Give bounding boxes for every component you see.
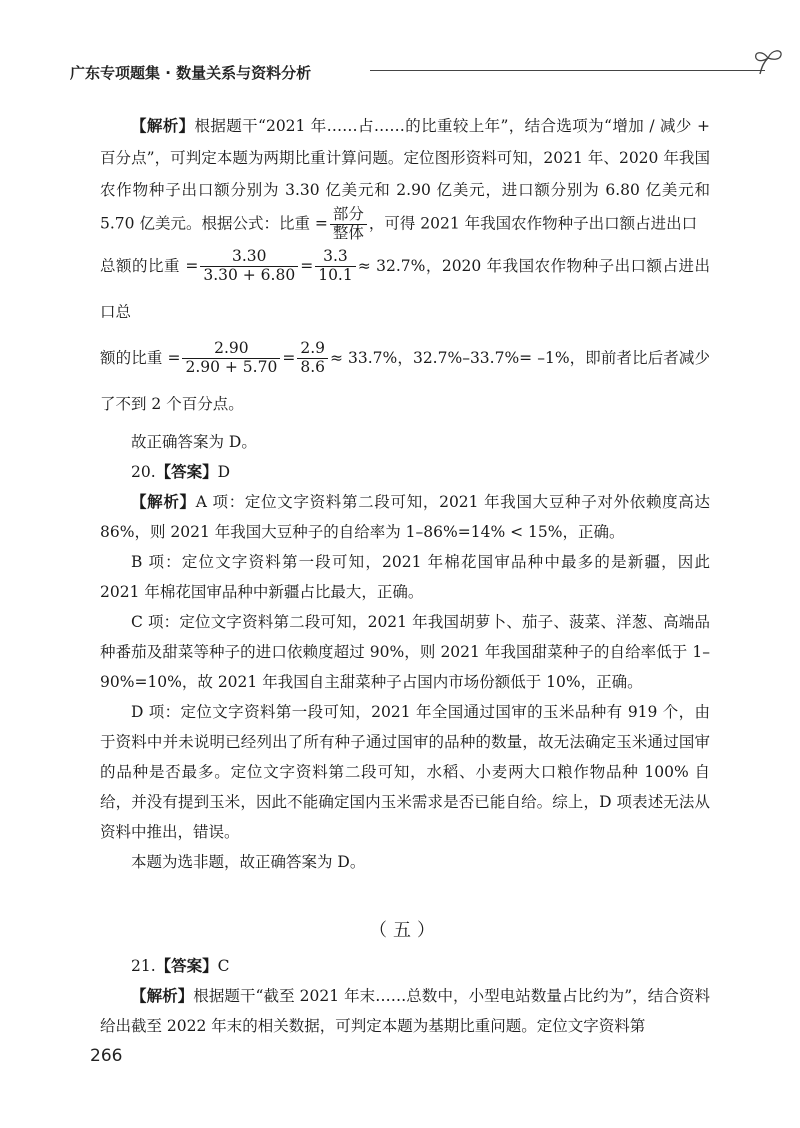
ratio-formula <box>330 206 367 243</box>
q20-option-b: B 项：定位文字资料第一段可知，2021 年棉花国审品种中最多的是新疆，因此 2021 年棉花国审品种中新疆占比最大，正确。 <box>100 552 710 601</box>
analysis-19-text: 根据题干“2021 年……占……的比重较上年”，结合选项为“增加 / 减少 + 百分点”，可判定本题为两期比重计算问题。定位图形资料可知，2021 年、2020 年我国农作物种子出口额分别为 3.30 亿美元和 2.90 亿美元，进口额分别为 6.80 亿美元和 5.70 亿美元。根据公式：比重 = <box>100 117 710 233</box>
calc-2021-numerator-2: 3.3 <box>315 248 356 267</box>
q20-answer-line <box>100 457 710 487</box>
calc-2020-numerator: 2.90 <box>182 340 280 359</box>
calc-2021-equals: = <box>300 256 314 275</box>
calc-2021-line <box>100 243 710 335</box>
analysis-19-paragraph <box>100 110 710 243</box>
calc-2021-prefix: 总额的比重 = <box>100 256 199 275</box>
calc-2020-line <box>100 335 710 427</box>
page-content <box>100 110 710 1041</box>
calc-2021-denominator-2: 10.1 <box>318 266 353 285</box>
q21-answer: C <box>217 956 230 975</box>
header-rule <box>370 70 765 71</box>
calc-2020-equals: = <box>282 348 296 367</box>
formula-denominator: 整体 <box>332 223 364 242</box>
calc-2020-numerator-2: 2.9 <box>297 340 328 359</box>
q21-analysis <box>100 981 710 1041</box>
section-title: （五） <box>369 919 441 941</box>
calc-2020-denominator-2: 8.6 <box>300 358 325 377</box>
calc-2020-fraction <box>182 340 280 377</box>
q20-option-d: D 项：定位文字资料第一段可知，2021 年全国通过国审的玉米品种有 919 个，由于资料中并未说明已经列出了所有种子通过国审的品种的数量，故无法确定玉米通过国审的品种是否最多。定位文字资料第二段可知，水稻、小麦两大口粮作物品种 100% 自给，并没有提到玉米，因此不能确定国内玉米需求是否已能自给。综上，D 项表述无法从资料中推出，错误。 <box>100 702 710 841</box>
page-header <box>70 50 730 90</box>
formula-numerator: 部分 <box>330 206 367 225</box>
analysis-label: 【解析】 <box>131 117 195 135</box>
q20-analysis-label: 【解析】 <box>131 492 196 511</box>
sprout-icon <box>750 46 786 78</box>
calc-2021-fraction <box>200 248 298 285</box>
calc-2020-prefix: 额的比重 = <box>100 348 181 367</box>
q20-option-a <box>100 487 710 547</box>
page-number: 266 <box>90 1046 123 1066</box>
calc-2020-suffix: ≈ 33.7%，32.7%–33.7%= –1%，即前者比后者减少了不到 2 个百分点。 <box>100 348 710 413</box>
q20-option-a-text: A 项：定位文字资料第二段可知，2021 年我国大豆种子对外依赖度高达 86%，则 2021 年我国大豆种子的自给率为 1–86%=14% < 15%，正确。 <box>100 492 710 541</box>
q20-number: 20. <box>131 462 156 481</box>
q20-answer: D <box>217 462 231 481</box>
q20-option-c: C 项：定位文字资料第二段可知，2021 年我国胡萝卜、茄子、菠菜、洋葱、高端品种番茄及甜菜等种子的进口依赖度超过 90%，则 2021 年我国甜菜种子的自给率低于 1–90%=10%，故 2021 年我国自主甜菜种子占国内市场份额低于 10%，正确。 <box>100 612 710 691</box>
calc-2021-suffix: ≈ 32.7%，2020 年我国农作物种子出口额占进出口总 <box>100 256 710 321</box>
calc-2021-numerator: 3.30 <box>200 248 298 267</box>
calc-2021-denominator: 3.30 + 6.80 <box>203 266 296 285</box>
q20-answer-label: 【答案】 <box>155 462 218 481</box>
analysis-19-conclusion: 故正确答案为 D。 <box>131 432 257 451</box>
calc-2020-fraction-2 <box>297 340 328 377</box>
q21-answer-line <box>100 951 710 981</box>
calc-2021-fraction-2 <box>315 248 356 285</box>
calc-2020-denominator: 2.90 + 5.70 <box>185 358 278 377</box>
running-title: 广东专项题集 · 数量关系与资料分析 <box>70 64 312 82</box>
q21-answer-label: 【答案】 <box>155 956 218 975</box>
analysis-19-text-2: ，可得 2021 年我国农作物种子出口额占进出口 <box>368 214 698 233</box>
q21-analysis-text: 根据题干“截至 2021 年末……总数中，小型电站数量占比约为”，结合资料给出截至 2022 年末的相关数据，可判定本题为基期比重问题。定位文字资料第 <box>100 986 710 1035</box>
q21-analysis-label: 【解析】 <box>131 986 194 1005</box>
q20-conclusion: 本题为选非题，故正确答案为 D。 <box>131 852 366 871</box>
q21-number: 21. <box>131 956 156 975</box>
